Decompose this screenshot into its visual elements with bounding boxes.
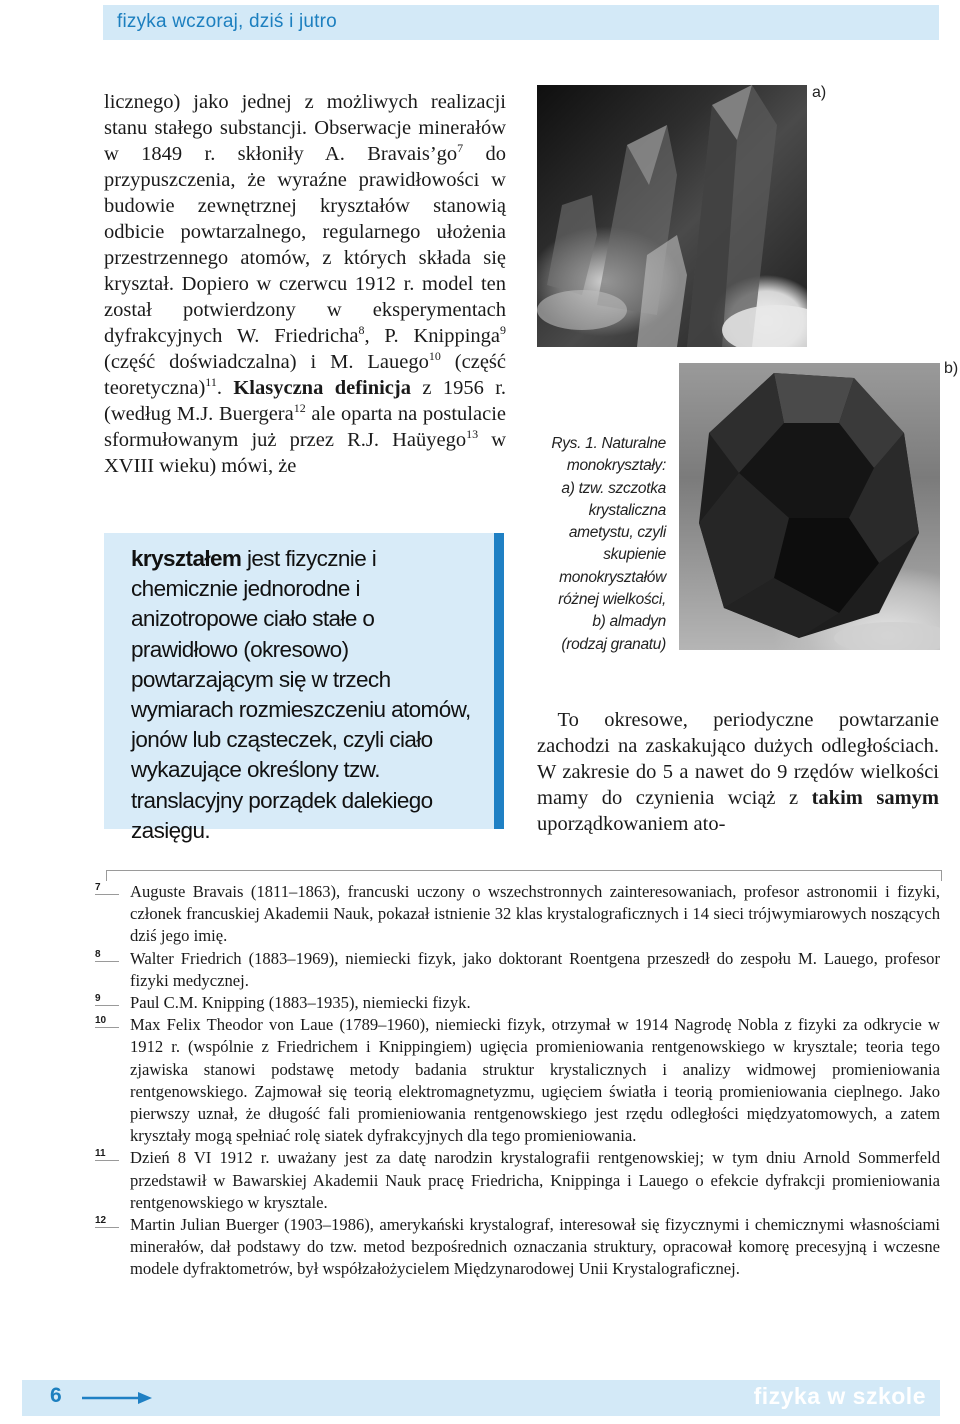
footnote-text: Auguste Bravais (1811–1863), francuski uczony o wszechstronnych zainteresowaniach, profesor astronomii i fizyki, członek francuskiej Akademii Nauk, pokazał istnienie 32 klas krystalograficznych i 14 sieci trójwymiarowych noszących dziś jego imię.: [130, 882, 940, 946]
caption-line: krystaliczna: [588, 501, 666, 519]
figure-label-b: b): [944, 360, 959, 377]
footnote-10: [95, 1014, 940, 1147]
caption-line: skupienie: [603, 546, 666, 564]
text-run: .: [216, 377, 234, 399]
footnote-ref-10[interactable]: 10: [428, 349, 441, 363]
page-number: 6: [50, 1384, 62, 1407]
bold-phrase: takim samym: [811, 787, 939, 809]
footnote-ref-12[interactable]: 12: [293, 401, 306, 415]
arrow-icon: [82, 1390, 152, 1406]
footnote-number: 9: [95, 994, 119, 1006]
footnote-8: [95, 948, 940, 992]
footnote-7: [95, 881, 940, 948]
magazine-title: fizyka w szkole: [753, 1383, 926, 1409]
footnote-number: 8: [95, 950, 119, 962]
left-column: [104, 89, 506, 479]
text-run: , P. Knippinga: [364, 325, 500, 347]
text-run: z 1956 r. (według M.J. Buergera: [104, 377, 507, 425]
footnote-text: Paul C.M. Knipping (1883–1935), niemiecki fizyk.: [130, 993, 471, 1013]
footnote-ref-9[interactable]: 9: [500, 323, 506, 337]
footnotes: [95, 881, 940, 1281]
text-run: (część teoretyczna): [104, 351, 507, 399]
footnote-ref-8[interactable]: 8: [358, 323, 365, 337]
section-title: fizyka wczoraj, dziś i jutro: [117, 11, 337, 32]
caption-line: różnej wielkości,: [558, 591, 666, 609]
right-column: [537, 707, 939, 837]
caption-line: monokryształów: [559, 568, 666, 586]
footnote-number: 7: [95, 883, 119, 895]
caption-line: ametystu, czyli: [568, 524, 666, 542]
definition-box: [104, 533, 504, 843]
caption-line: a) tzw. szczotka: [561, 479, 666, 497]
footnote-number: 11: [95, 1149, 119, 1161]
figure-label-a: a): [812, 84, 827, 101]
definition-text: [131, 544, 486, 846]
figure-caption: [540, 433, 666, 656]
almandine-photo: [679, 363, 940, 650]
footer-band: [22, 1380, 940, 1416]
footnote-11: [95, 1147, 940, 1214]
footnote-12: [95, 1214, 940, 1281]
amethyst-photo: [537, 85, 807, 347]
caption-line: Rys. 1. Naturalne: [551, 435, 666, 452]
bold-term: Klasyczna definicja: [233, 377, 411, 399]
footnotes-frame: [106, 870, 942, 881]
footnote-ref-7[interactable]: 7: [457, 141, 464, 155]
footnote-text: Walter Friedrich (1883–1969), niemiecki fizyk, jako doktorant Roentgena przeszedł do zespołu M. Lauego, profesor fizyki medycznej.: [130, 948, 940, 990]
text-run: To okresowe, periodyczne powtarzanie zachodzi na zaskakująco dużych odległościach. W zakresie do 5 a nawet do 9 rzędów wielkości mamy do czynienia wciąż z: [537, 709, 939, 809]
footnote-text: Martin Julian Buerger (1903–1986), amerykański krystalograf, interesował się fizycznymi i chemicznymi własnościami minerałów, dał podstawy do tzw. metod bezpośrednich oznaczania struktury, opracował komorę precesyjną i wczesne modele dyfraktometrów, był współzałożycielem Międzynarodowej Unii Krystalograficznej.: [130, 1215, 940, 1279]
footnote-text: Max Felix Theodor von Laue (1789–1960), niemiecki fizyk, otrzymał w 1914 Nagrodę Nobla z fizyki za odkrycie w 1912 r. (wspólnie z Friedrichem i Knippingiem) ugięcia promieniowania rentgenowskiego w krysztale; teoria tego zjawiska stanowi podstawę metody badania struktur krystalicznych i analizy widmowej promieniowania rentgenowskiego. Zajmował się teorią elektromagnetyzmu, ugięciem światła i teorią promieniowania cieplnego. Jako pierwszy uznał, że długość fali promieniowania rentgenowskiego jest rzędu odległości międzyatomowych, a zatem kryształy mogą spełniać rolę siatek dyfrakcyjnych dla tego promieniowania.: [130, 1015, 940, 1146]
text-run: licznego) jako jednej z możliwych realizacji stanu stałego substancji. Obserwacje minerałów w 1849 r. skłoniły A. Bravais’go: [104, 91, 506, 165]
header-band: [103, 5, 939, 40]
footnote-ref-11[interactable]: 11: [205, 375, 217, 389]
text-run: (część doświadczalna) i M. Lauego: [104, 351, 429, 373]
caption-line: b) almadyn: [592, 613, 666, 631]
intro-paragraph: [104, 89, 506, 479]
caption-line: monokryształy:: [566, 457, 666, 475]
text-run: ale oparta na postulacie sformułowanym już przez R.J. Haüyego: [104, 403, 506, 451]
definition-term: kryształem: [131, 546, 242, 571]
caption-line: (rodzaj granatu): [561, 635, 666, 653]
text-run: w XVIII wieku) mówi, że: [104, 429, 506, 477]
footnote-number: 12: [95, 1216, 119, 1228]
footnote-9: [95, 992, 940, 1014]
footnote-text: Dzień 8 VI 1912 r. uważany jest za datę narodzin krystalografii rentgenowskiej; w tym dniu Arnold Sommerfeld przedstawił w Bawarskiej Akademii Nauk pracę Friedricha, Knippinga i Lauego o efekcie dyfrakcji promieniowania rentgenowskiego w krysztale.: [130, 1148, 940, 1212]
footnote-number: 10: [95, 1016, 119, 1028]
text-run: uporządkowaniem ato-: [537, 813, 726, 835]
continuation-paragraph: [537, 707, 939, 837]
definition-body: jest fizycznie i chemicznie jednorodne i anizotropowe ciało stałe o prawidłowo (okresowo) powtarzającym się w trzech wymiarach rozmieszczeniu atomów, jonów lub cząsteczek, czyli ciało wykazujące określony tzw. translacyjny porządek dalekiego zasięgu.: [131, 546, 471, 843]
footnote-ref-13[interactable]: 13: [466, 427, 479, 441]
text-run: do przypuszczenia, że wyraźne prawidłowości w budowie zewnętrznej kryształów stanowią odbicie powtarzalnego, regularnego ułożenia przestrzennego atomów, z których składa się kryształ. Dopiero w czerwcu 1912 r. model ten został potwierdzony w eksperymentach dyfrakcyjnych W. Friedricha: [104, 143, 506, 347]
